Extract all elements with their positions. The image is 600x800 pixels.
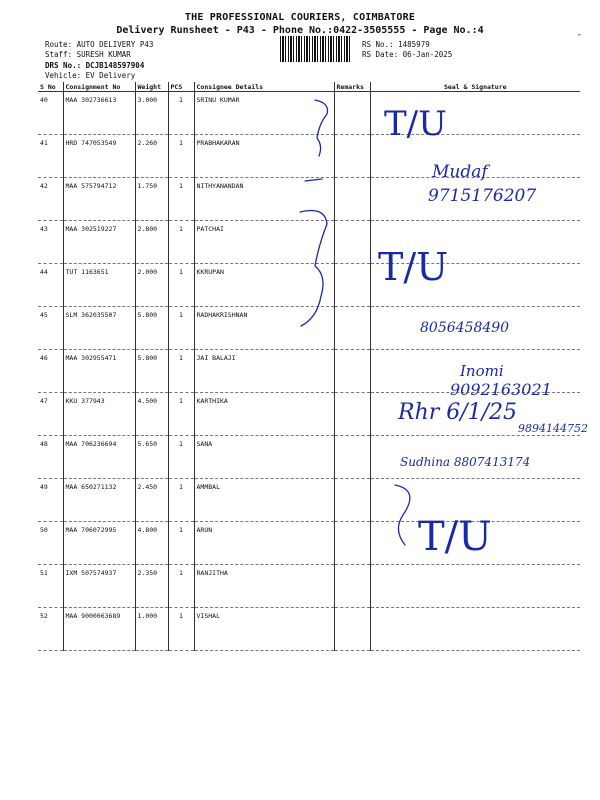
rs-number: RS No.: 1485979 <box>362 40 430 49</box>
table-row <box>38 350 580 393</box>
cell-remarks <box>334 608 370 651</box>
cell-weight: 5.650 <box>135 436 168 479</box>
cell-sno: 41 <box>38 135 63 178</box>
cell-weight: 4.800 <box>135 522 168 565</box>
table-row <box>38 264 580 307</box>
handwriting-tu-1: T/U <box>384 104 447 144</box>
cell-sno: 51 <box>38 565 63 608</box>
cell-remarks <box>334 479 370 522</box>
cell-sno: 42 <box>38 178 63 221</box>
cell-pcs: 1 <box>168 436 194 479</box>
cell-weight: 2.350 <box>135 565 168 608</box>
route-label: Route: AUTO DELIVERY P43 <box>45 40 154 49</box>
cell-consignee: KARTHIKA <box>194 393 334 436</box>
handwriting-phone-42: 9715176207 <box>428 186 537 206</box>
handwriting-phone-46: 8056458490 <box>420 320 510 336</box>
cell-remarks <box>334 350 370 393</box>
barcode-image <box>280 36 352 62</box>
cell-signature <box>370 393 580 436</box>
cell-signature <box>370 522 580 565</box>
cell-weight: 5.800 <box>135 350 168 393</box>
cell-sno: 50 <box>38 522 63 565</box>
table-row <box>38 221 580 264</box>
col-sno: S No <box>38 82 63 92</box>
cell-weight: 2.800 <box>135 221 168 264</box>
cell-consignee: SRINU KUMAR <box>194 92 334 135</box>
cell-pcs: 1 <box>168 135 194 178</box>
cell-sno: 52 <box>38 608 63 651</box>
corner-mark: - <box>576 30 582 40</box>
cell-pcs: 1 <box>168 479 194 522</box>
cell-pcs: 1 <box>168 92 194 135</box>
col-weight: Weight <box>135 82 168 92</box>
cell-consignment-no: HRD 747053549 <box>63 135 135 178</box>
cell-sno: 48 <box>38 436 63 479</box>
cell-consignee: AMMBAL <box>194 479 334 522</box>
cell-weight: 2.260 <box>135 135 168 178</box>
cell-consignment-no: MAA 706072995 <box>63 522 135 565</box>
cell-consignee: PRABHAKARAN <box>194 135 334 178</box>
cell-sno: 43 <box>38 221 63 264</box>
table-row <box>38 135 580 178</box>
staff-label: Staff: SURESH KUMAR <box>45 50 131 59</box>
cell-pcs: 1 <box>168 522 194 565</box>
cell-signature <box>370 92 580 135</box>
handwriting-sign-47: Inomi <box>460 362 504 380</box>
cell-signature <box>370 608 580 651</box>
cell-consignee: SANA <box>194 436 334 479</box>
cell-pcs: 1 <box>168 565 194 608</box>
cell-consignee: NITHYANANDAN <box>194 178 334 221</box>
table-row <box>38 608 580 651</box>
runsheet-table <box>38 82 580 651</box>
cell-consignment-no: SLM 362035507 <box>63 307 135 350</box>
cell-consignee: JAI BALAJI <box>194 350 334 393</box>
cell-consignment-no: MAA 302519227 <box>63 221 135 264</box>
cell-remarks <box>334 565 370 608</box>
cell-remarks <box>334 221 370 264</box>
cell-remarks <box>334 135 370 178</box>
table-row <box>38 92 580 135</box>
cell-consignment-no: MAA 302736613 <box>63 92 135 135</box>
cell-remarks <box>334 436 370 479</box>
cell-signature <box>370 436 580 479</box>
cell-pcs: 1 <box>168 264 194 307</box>
company-title: THE PROFESSIONAL COURIERS, COIMBATORE <box>184 12 416 23</box>
handwriting-tu-3: T/U <box>418 514 492 560</box>
cell-consignee: ARUN <box>194 522 334 565</box>
cell-remarks <box>334 522 370 565</box>
cell-signature <box>370 565 580 608</box>
cell-pcs: 1 <box>168 350 194 393</box>
cell-pcs: 1 <box>168 178 194 221</box>
cell-remarks <box>334 264 370 307</box>
cell-sno: 44 <box>38 264 63 307</box>
cell-weight: 1.750 <box>135 178 168 221</box>
cell-signature <box>370 221 580 264</box>
cell-remarks <box>334 393 370 436</box>
cell-remarks <box>334 307 370 350</box>
cell-signature <box>370 307 580 350</box>
cell-pcs: 1 <box>168 608 194 651</box>
cell-remarks <box>334 92 370 135</box>
table-row <box>38 565 580 608</box>
cell-consignment-no: MAA 575794712 <box>63 178 135 221</box>
handwriting-sign-49: Sudhina 8807413174 <box>400 455 531 469</box>
cell-signature <box>370 178 580 221</box>
col-consignee: Consignee Details <box>194 82 334 92</box>
table-row <box>38 393 580 436</box>
cell-signature <box>370 135 580 178</box>
vehicle-label: Vehicle: EV Delivery <box>45 71 136 80</box>
drs-label: DRS No.: DCJB148597904 <box>45 61 145 70</box>
cell-weight: 1.000 <box>135 608 168 651</box>
cell-consignment-no: MAA 302955471 <box>63 350 135 393</box>
handwriting-sign-42: Mudaf <box>432 162 488 182</box>
cell-weight: 5.800 <box>135 307 168 350</box>
table-header-row <box>38 82 580 92</box>
cell-consignee: KKRUPAN <box>194 264 334 307</box>
cell-consignee: RANJITHA <box>194 565 334 608</box>
col-consignment: Consignment No <box>63 82 135 92</box>
cell-sno: 40 <box>38 92 63 135</box>
cell-consignment-no: IXM 507574937 <box>63 565 135 608</box>
rs-date: RS Date: 06-Jan-2025 <box>362 50 453 59</box>
cell-remarks <box>334 178 370 221</box>
cell-pcs: 1 <box>168 307 194 350</box>
cell-consignment-no: MAA 650271132 <box>63 479 135 522</box>
col-signature: Seal & Signature <box>370 82 580 92</box>
cell-signature <box>370 479 580 522</box>
col-remarks: Remarks <box>334 82 370 92</box>
cell-weight: 4.500 <box>135 393 168 436</box>
cell-consignee: PATCHAI <box>194 221 334 264</box>
table-row <box>38 178 580 221</box>
cell-signature <box>370 350 580 393</box>
table-row <box>38 307 580 350</box>
cell-signature <box>370 264 580 307</box>
cell-weight: 3.000 <box>135 92 168 135</box>
col-pcs: PCS <box>168 82 194 92</box>
handwriting-phone-48: 9894144752 <box>518 422 588 435</box>
cell-sno: 46 <box>38 350 63 393</box>
cell-pcs: 1 <box>168 221 194 264</box>
cell-sno: 45 <box>38 307 63 350</box>
cell-consignee: VISHAL <box>194 608 334 651</box>
table-row <box>38 436 580 479</box>
cell-pcs: 1 <box>168 393 194 436</box>
cell-sno: 47 <box>38 393 63 436</box>
cell-sno: 49 <box>38 479 63 522</box>
runsheet-subtitle: Delivery Runsheet - P43 - Phone No.:0422-3505555 - Page No.:4 <box>116 25 484 36</box>
cell-consignment-no: MAA 706236694 <box>63 436 135 479</box>
cell-weight: 2.000 <box>135 264 168 307</box>
cell-consignment-no: TUT 1163651 <box>63 264 135 307</box>
table-row <box>38 479 580 522</box>
handwriting-phone-47: 9092163021 <box>450 380 552 399</box>
table-row <box>38 522 580 565</box>
handwriting-sign-48: Rhr 6/1/25 <box>398 400 518 425</box>
cell-consignee: RADHAKRISHNAN <box>194 307 334 350</box>
cell-weight: 2.450 <box>135 479 168 522</box>
handwriting-tu-2: T/U <box>378 245 449 289</box>
cell-consignment-no: KKU 377943 <box>63 393 135 436</box>
cell-consignment-no: MAA 9000063689 <box>63 608 135 651</box>
